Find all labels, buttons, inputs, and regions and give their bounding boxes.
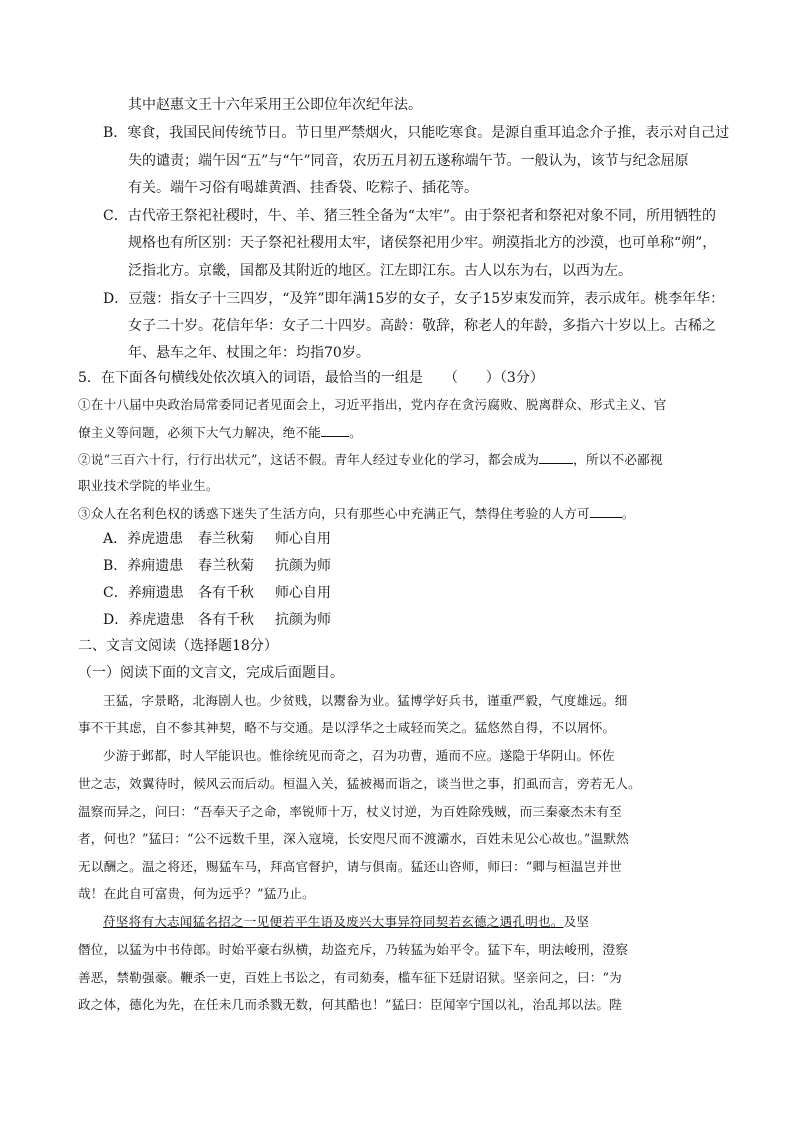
q5-sentence-2-text: ②说“三百六十行，行行出状元”，这话不假。青年人经过专业化的学习，都会成为 (78, 452, 540, 467)
q5-sentence-1-text: 僚主义等问题，必须下大气力解决，绝不能 (78, 425, 322, 440)
option-d-line-1: D．豆蔻：指女子十三四岁，“及笄”即年满15岁的女子，女子15岁束发而笄，表示成年。桃李年华： (103, 291, 725, 307)
option-b-line-2: 失的谴责；端午因“五”与“午”同音，农历五月初五遂称端午节。一般认为，该节与纪念屈原 (128, 153, 689, 169)
underlined-sentence: 苻坚将有大志闻猛名招之一见便若平生语及废兴大事异符同契若玄德之遇孔明也。 (103, 914, 564, 929)
q5-option-a-word-3: 师心自用 (275, 531, 331, 547)
q5-sentence-3-end: 。 (621, 506, 635, 521)
q5-option-a[interactable] (103, 529, 331, 549)
option-d-line-3: 年、悬车之年、杖围之年：均指70岁。 (128, 345, 370, 361)
q5-sentence-3-text: ③众人在名利色权的诱惑下迷失了生活方向，只有那些心中充满正气，禁得住考验的人方可 (78, 506, 590, 521)
fill-blank-3[interactable] (590, 503, 622, 518)
passage-p1-line-1: 王猛，字景略，北海剧人也。少贫贱，以鬻畚为业。猛博学好兵书，谨重严毅，气度雄远。细 (103, 693, 628, 708)
q5-option-a-word-2: 春兰秋菊 (198, 531, 254, 547)
q5-option-d-word-1: D．养虎遗患 (103, 612, 185, 628)
section-2-heading: 二、文言文阅读（选择题18分） (78, 638, 278, 654)
passage-p2-line-3: 温察而异之，问曰：“吾奉天子之命，率锐师十万，杖义讨逆，为百姓除残贼，而三秦豪杰未有至 (78, 804, 622, 819)
q5-sentence-2-line-2: 职业技术学院的毕业生。 (78, 478, 219, 493)
q5-sentence-1-line-1: ①在十八届中央政治局常委同记者见面会上，习近平指出，党内存在贪污腐败、脱离群众、形式主义、官 (78, 397, 667, 412)
question-5-stem: 5．在下面各句横线处依次填入的词语，最恰当的一组是 （ ）（3分） (78, 370, 544, 386)
q5-option-c-word-3: 师心自用 (275, 585, 331, 601)
q5-sentence-1-line-2 (78, 422, 362, 443)
passage-p2-line-2: 世之志，效翼待时，候风云而后动。桓温入关，猛被褐而诣之，谈当世之事，扪虱而言，旁若无人。 (78, 776, 641, 791)
passage-p1-line-2: 事不干其虑，自不参其神契，略不与交通。是以浮华之士咸轻而笑之。猛悠然自得，不以屑怀。 (78, 720, 616, 735)
passage-p3-line-3: 善恶，禁勒强豪。鞭杀一吏，百姓上书讼之，有司劾奏，槛车征下廷尉诏狱。坚亲问之，曰：“为 (78, 970, 622, 985)
passage-p3-line-1 (103, 912, 589, 932)
q5-option-b-word-2: 春兰秋菊 (198, 558, 254, 574)
q5-option-a-word-1: A．养虎遗患 (103, 531, 184, 547)
passage-p2-line-1: 少游于邺都，时人罕能识也。惟徐统见而奇之，召为功曹，遁而不应。遂隐于华阴山。怀佐 (103, 748, 615, 763)
passage-p2-line-6: 哉！在此自可富贵，何为远乎？”猛乃止。 (78, 886, 315, 901)
fill-blank-2[interactable] (539, 449, 573, 464)
q5-sentence-2-line-1 (78, 449, 663, 470)
q5-option-d[interactable] (103, 610, 331, 630)
option-a-continuation: 其中赵惠文王十六年采用王公即位年次纪年法。 (128, 97, 422, 113)
q5-option-c-word-2: 各有千秋 (198, 585, 254, 601)
q5-sentence-3 (78, 503, 635, 524)
q5-option-b[interactable] (103, 556, 331, 576)
q5-sentence-2-mid: ，所以不必鄙视 (573, 452, 663, 467)
passage-p2-line-5: 无以酬之。温之将还，赐猛车马，拜高官督护，请与俱南。猛还山咨师，师曰：“卿与桓温岂并世 (78, 859, 622, 874)
option-b-line-1: B．寒食，我国民间传统节日。节日里严禁烟火，只能吃寒食。是源自重耳追念介子推，表示对自己过 (103, 125, 730, 141)
passage-p3-line-2: 僭位，以猛为中书侍郎。时始平豪右纵横，劫盗充斥，乃转猛为始平令。猛下车，明法峻刑，澄察 (78, 942, 629, 957)
fill-blank-1[interactable] (321, 422, 349, 437)
q5-option-b-word-1: B．养痈遗患 (103, 558, 184, 574)
q5-option-c[interactable] (103, 583, 331, 603)
option-c-line-2: 规格也有所区别：天子祭祀社稷用太牢，诸侯祭祀用少牢。朔漠指北方的沙漠，也可单称“朔”， (128, 235, 717, 251)
q5-option-d-word-2: 各有千秋 (198, 612, 254, 628)
q5-sentence-1-end: 。 (349, 425, 362, 440)
option-c-line-1: C．古代帝王祭祀社稷时，牛、羊、猪三牲全备为“太牢”。由于祭祀者和祭祀对象不同，所用牺牲的 (103, 208, 717, 224)
q5-option-c-word-1: C．养痈遗患 (103, 585, 184, 601)
section-2-subheading: （一）阅读下面的文言文，完成后面题目。 (78, 665, 344, 681)
passage-p2-line-4: 者，何也？”猛曰：“公不远数千里，深入寇境，长安咫尺而不渡灞水，百姓未见公心故也。”温默然 (78, 831, 629, 846)
option-d-line-2: 女子二十岁。花信年华：女子二十四岁。高龄：敬辞，称老人的年龄，多指六十岁以上。古稀之 (128, 318, 716, 334)
option-c-line-3: 泛指北方。京畿，国都及其附近的地区。江左即江东。古人以东为右，以西为左。 (128, 263, 632, 279)
option-b-line-3: 有关。端午习俗有喝雄黄酒、挂香袋、吃粽子、插花等。 (128, 180, 478, 196)
q5-option-d-word-3: 抗颜为师 (275, 612, 331, 628)
q5-option-b-word-3: 抗颜为师 (275, 558, 331, 574)
passage-p3-line-1-rest: 及坚 (563, 914, 590, 929)
passage-p3-line-4: 政之体，德化为先，在任未几而杀戮无数，何其酷也！”猛曰：臣闻宰宁国以礼，治乱邦以法。陛 (78, 997, 622, 1012)
